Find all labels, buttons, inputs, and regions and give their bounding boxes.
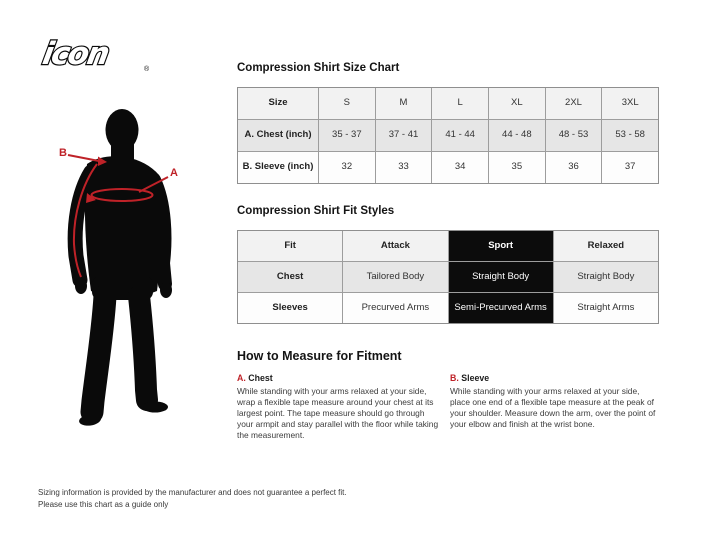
- fit-chest-attack: Tailored Body: [343, 262, 447, 292]
- sleeve-value: 32: [319, 152, 375, 183]
- fit-sleeves-relaxed: Straight Arms: [554, 293, 658, 323]
- sleeve-value: 34: [432, 152, 488, 183]
- size-col-header: 3XL: [602, 88, 658, 119]
- disclaimer-line-1: Sizing information is provided by the manufacturer and does not guarantee a perfect fit.: [38, 488, 347, 497]
- size-col-header: XL: [489, 88, 545, 119]
- size-col-header: L: [432, 88, 488, 119]
- disclaimer-line-2: Please use this chart as a guide only: [38, 500, 169, 509]
- size-chart-table: [237, 87, 659, 184]
- measure-sleeve-instructions: While standing with your arms relaxed at your side, place one end of a flexible tape measure at the peak of your shoulder. Measure down the arm, over the point of your elbow and finish at the wrist bone.: [450, 386, 656, 430]
- sleeve-value: 33: [376, 152, 432, 183]
- fit-sleeves-sport-highlighted: Semi-Precurved Arms: [449, 293, 553, 323]
- size-col-header: S: [319, 88, 375, 119]
- sleeve-row-label: B. Sleeve (inch): [238, 152, 318, 183]
- sleeve-value: 35: [489, 152, 545, 183]
- chest-row-label: A. Chest (inch): [238, 120, 318, 151]
- measurement-figure: [35, 98, 210, 438]
- chest-value: 37 - 41: [376, 120, 432, 151]
- icon-logo-graphic: [34, 26, 164, 76]
- measure-chest-heading: [237, 373, 442, 383]
- measure-chest-letter: A.: [237, 373, 246, 383]
- sleeve-value: 37: [602, 152, 658, 183]
- icon-brand-logo: [34, 26, 164, 76]
- figure-label-b: B: [59, 147, 67, 159]
- size-col-header: 2XL: [546, 88, 602, 119]
- fit-chest-relaxed: Straight Body: [554, 262, 658, 292]
- registered-trademark-symbol: ®: [144, 66, 150, 73]
- chest-value: 35 - 37: [319, 120, 375, 151]
- size-col-header: Size: [238, 88, 318, 119]
- logo-text: icon: [39, 36, 111, 72]
- measure-section-sleeve: [450, 373, 660, 430]
- fit-sleeves-row-label: Sleeves: [238, 293, 342, 323]
- sizing-disclaimer: [38, 487, 347, 511]
- measure-sleeve-letter: B.: [450, 373, 459, 383]
- measure-section-chest: [237, 373, 442, 441]
- measure-chest-instructions: While standing with your arms relaxed at your side, wrap a flexible tape measure around your chest at its largest point. The tape measure should go through your armpit and stay parallel with the floor while taking the measurement.: [237, 386, 439, 441]
- size-col-header: M: [376, 88, 432, 119]
- body-silhouette-diagram: [35, 98, 210, 438]
- sleeve-value: 36: [546, 152, 602, 183]
- fit-styles-table: [237, 230, 659, 324]
- fit-col-header-attack: Attack: [343, 231, 447, 261]
- logo-letters: [40, 36, 111, 72]
- fit-chest-row-label: Chest: [238, 262, 342, 292]
- figure-label-a: A: [170, 167, 178, 179]
- chest-value: 44 - 48: [489, 120, 545, 151]
- chest-value: 48 - 53: [546, 120, 602, 151]
- fit-styles-title: Compression Shirt Fit Styles: [237, 205, 395, 217]
- measure-chest-name: Chest: [248, 373, 273, 383]
- sleeve-pointer-line: [68, 155, 99, 161]
- male-silhouette: [75, 109, 172, 427]
- chest-value: 53 - 58: [602, 120, 658, 151]
- chest-value: 41 - 44: [432, 120, 488, 151]
- measure-sleeve-heading: [450, 373, 660, 383]
- fit-col-header: Fit: [238, 231, 342, 261]
- size-chart-title: Compression Shirt Size Chart: [237, 62, 400, 74]
- fit-chest-sport-highlighted: Straight Body: [449, 262, 553, 292]
- fit-sleeves-attack: Precurved Arms: [343, 293, 447, 323]
- fit-col-header-sport-highlighted: Sport: [449, 231, 553, 261]
- fit-col-header-relaxed: Relaxed: [554, 231, 658, 261]
- measure-sleeve-name: Sleeve: [461, 373, 490, 383]
- how-to-measure-title: How to Measure for Fitment: [237, 349, 402, 363]
